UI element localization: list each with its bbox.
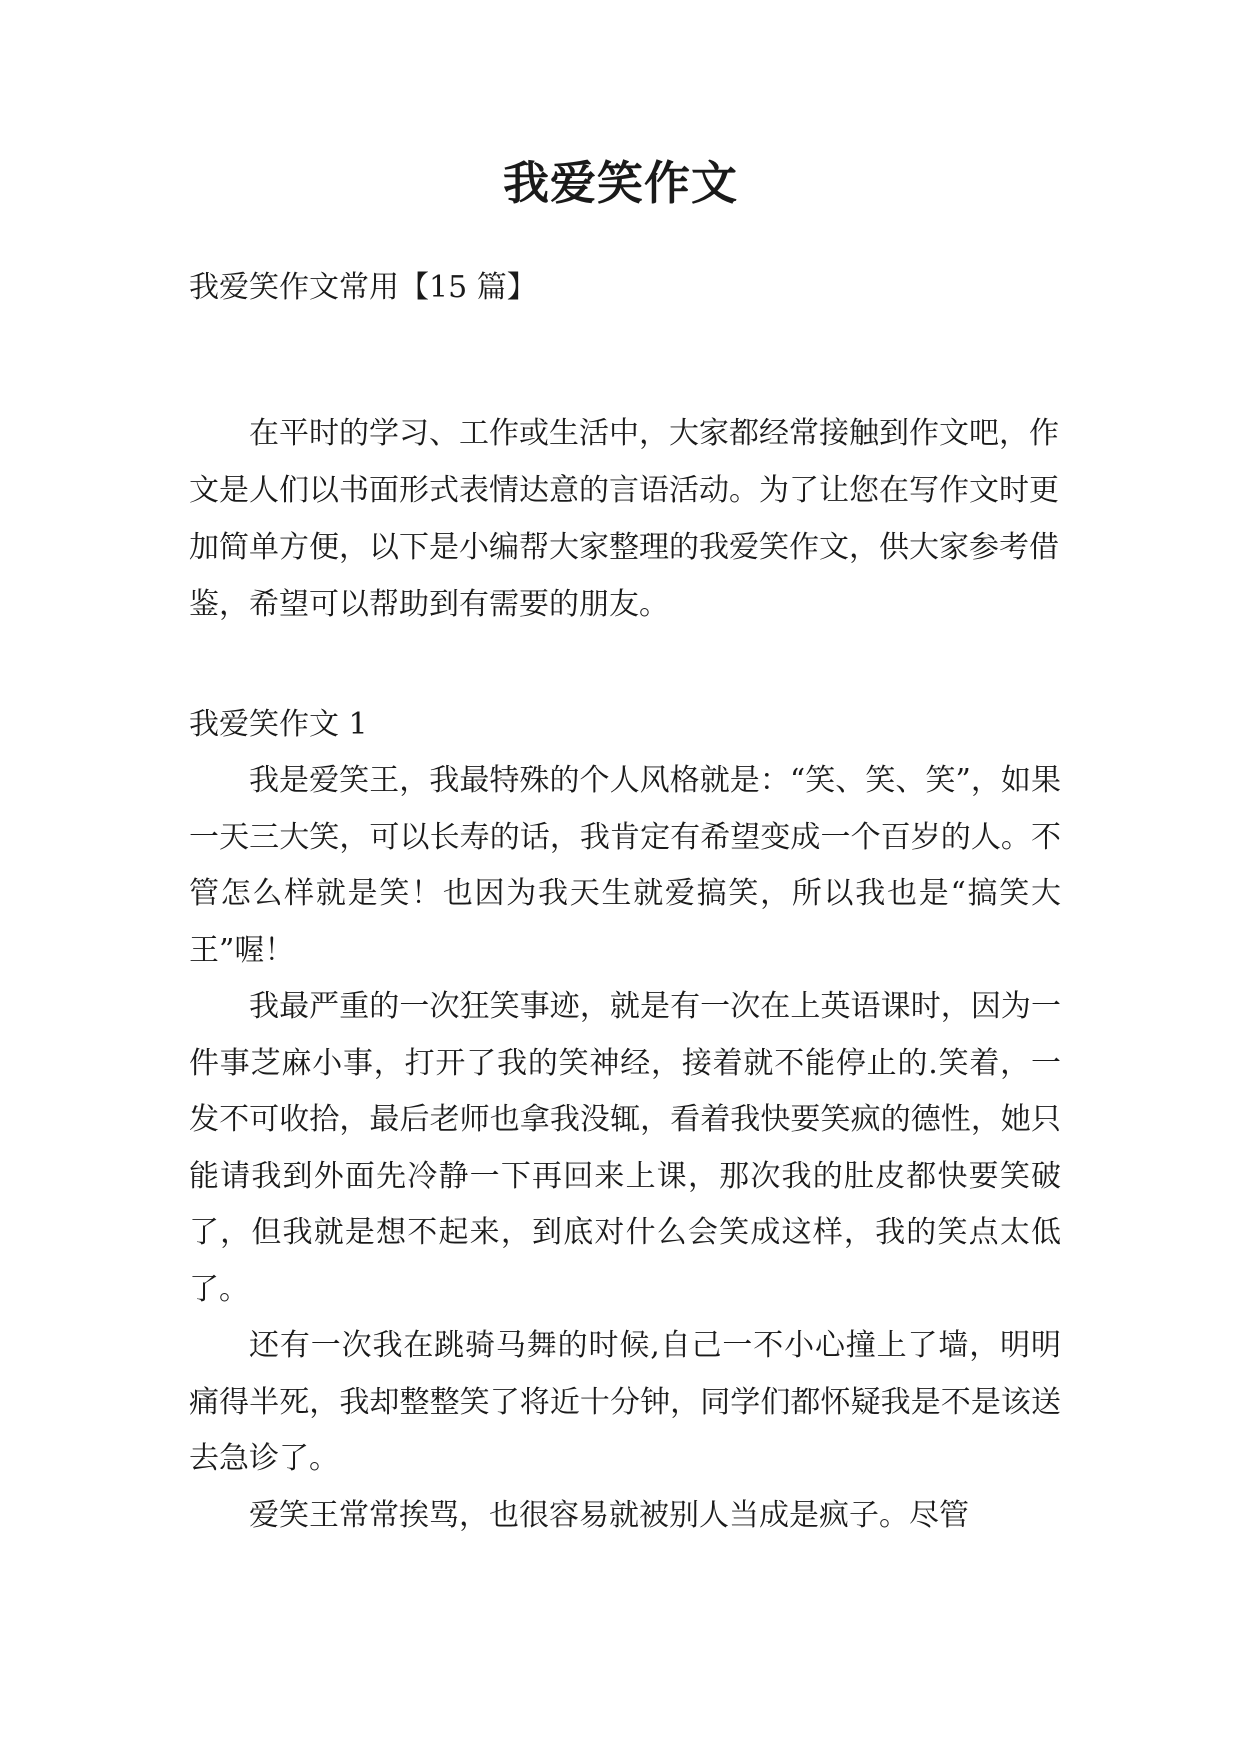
- document-subtitle: 我爱笑作文常用【15 篇】: [189, 270, 537, 305]
- essay-body: [189, 753, 1061, 1544]
- intro-paragraph: 在平时的学习、工作或生活中，大家都经常接触到作文吧，作文是人们以书面形式表情达意的言语活动。为了让您在写作文时更加简单方便，以下是小编帮大家整理的我爱笑作文，供大家参考借鉴，希望可以帮助到有需要的朋友。: [189, 416, 1059, 622]
- section-heading: 我爱笑作文 1: [189, 707, 368, 742]
- body-paragraph: 我是爱笑王，我最特殊的个人风格就是：“笑、笑、笑”，如果一天三大笑，可以长寿的话，我肯定有希望变成一个百岁的人。不管怎么样就是笑！也因为我天生就爱搞笑，所以我也是“搞笑大王”喔！: [189, 763, 1061, 968]
- body-paragraph: 还有一次我在跳骑马舞的时候,自己一不小心撞上了墙，明明痛得半死，我却整整笑了将近十分钟，同学们都怀疑我是不是该送去急诊了。: [189, 1328, 1061, 1476]
- body-paragraph: 爱笑王常常挨骂，也很容易就被别人当成是疯子。尽管: [249, 1497, 969, 1533]
- document-title: 我爱笑作文: [503, 156, 738, 210]
- body-paragraph: 我最严重的一次狂笑事迹，就是有一次在上英语课时，因为一件事芝麻小事，打开了我的笑神经，接着就不能停止的.笑着，一发不可收拾，最后老师也拿我没辄，看着我快要笑疯的德性，她只能请我到外面先冷静一下再回来上课，那次我的肚皮都快要笑破了，但我就是想不起来，到底对什么会笑成这样，我的笑点太低了。: [189, 989, 1061, 1307]
